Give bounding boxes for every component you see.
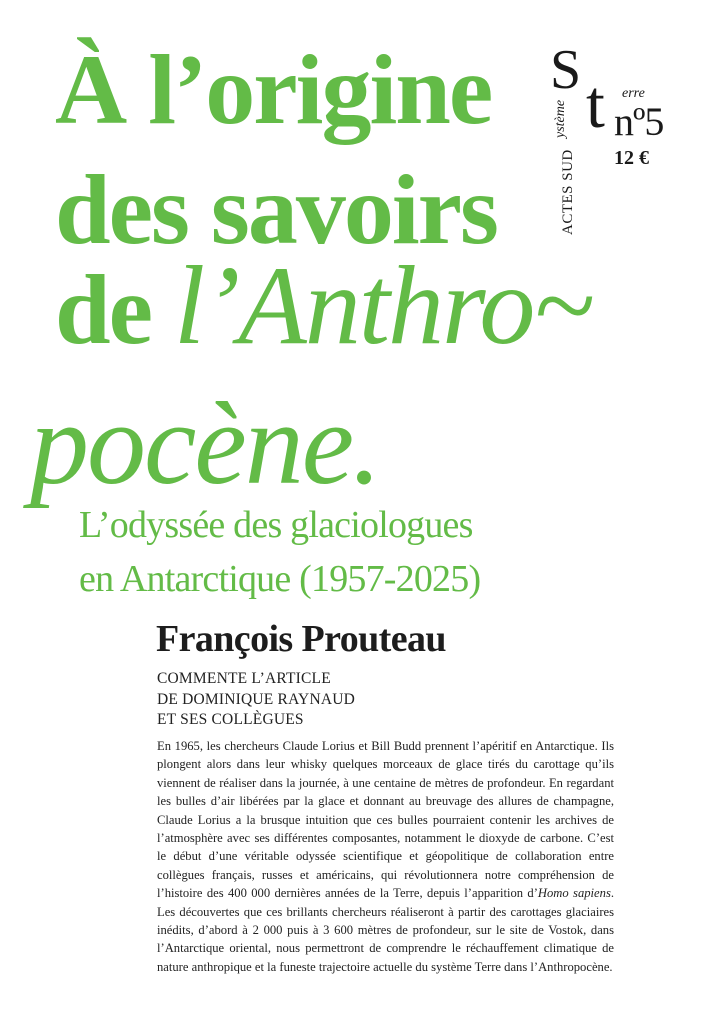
summary-part-2: . Les découvertes que ces brillants chercheurs réaliseront à partir des carottages glaciaires inédits, d’abord à 2 000 puis à 3 600 mètres de profondeur, sur le site de Vostok, dans l’Antarctique oriental, nous permettront de comprendre le réchauffement climatique de nature anthropique et la funeste trajectoire actuelle du système Terre dans l’Anthropocène.	[157, 886, 614, 974]
logo-terre: erre	[622, 86, 645, 101]
logo-letter-t: t	[586, 66, 605, 142]
comment-block	[157, 669, 355, 731]
summary-paragraph	[157, 737, 614, 976]
summary-part-1: En 1965, les chercheurs Claude Lorius et Bill Budd prennent l’apéritif en Antarctique. Ils plongent alors dans leur whisky quelques morceaux de glace tirés du carottage qu’ils viennent de réaliser dans la journée, à une centaine de mètres de profondeur. En regardant les bulles d’air libérées par la glace et donnant au breuvage des allures de champagne, Claude Lorius a la brusque intuition que ces bulles pourraient contenir les archives de l’atmosphère avec ses différentes composantes, notamment le dioxyde de carbone. C’est le début d’une véritable odyssée scientifique et géopolitique de collaboration entre collègues français, russes et américains, qui révolutionnera notre compréhension de l’histoire des 400 000 dernières années de la Terre, depuis l’apparition d’	[157, 739, 614, 901]
comment-line-3: ET SES COLLÈGUES	[157, 711, 304, 728]
title-line-3-regular: de	[55, 254, 174, 365]
comment-line-1: COMMENTE L’ARTICLE	[157, 670, 331, 687]
logo-systeme: ystème	[553, 99, 568, 138]
subtitle-line-1: L’odyssée des glaciologues	[79, 504, 473, 546]
price: 12 €	[614, 147, 649, 169]
publisher-name: ACTES SUD	[560, 149, 576, 235]
author-name: François Prouteau	[156, 618, 446, 660]
logo-letter-s: S	[550, 39, 582, 101]
title-line-4: pocène.	[30, 378, 380, 509]
title-line-3	[55, 244, 592, 368]
comment-line-2: DE DOMINIQUE RAYNAUD	[157, 690, 356, 708]
summary-italic: Homo sapiens	[537, 886, 611, 901]
title-line-2: des savoirs	[55, 154, 497, 265]
title-line-3-italic: l’Anthro~	[174, 244, 592, 368]
title-line-1: À l’origine	[55, 34, 492, 145]
subtitle-line-2: en Antarctique (1957-2025)	[79, 558, 481, 600]
series-logo	[548, 30, 678, 235]
issue-number: nº5	[614, 99, 664, 144]
